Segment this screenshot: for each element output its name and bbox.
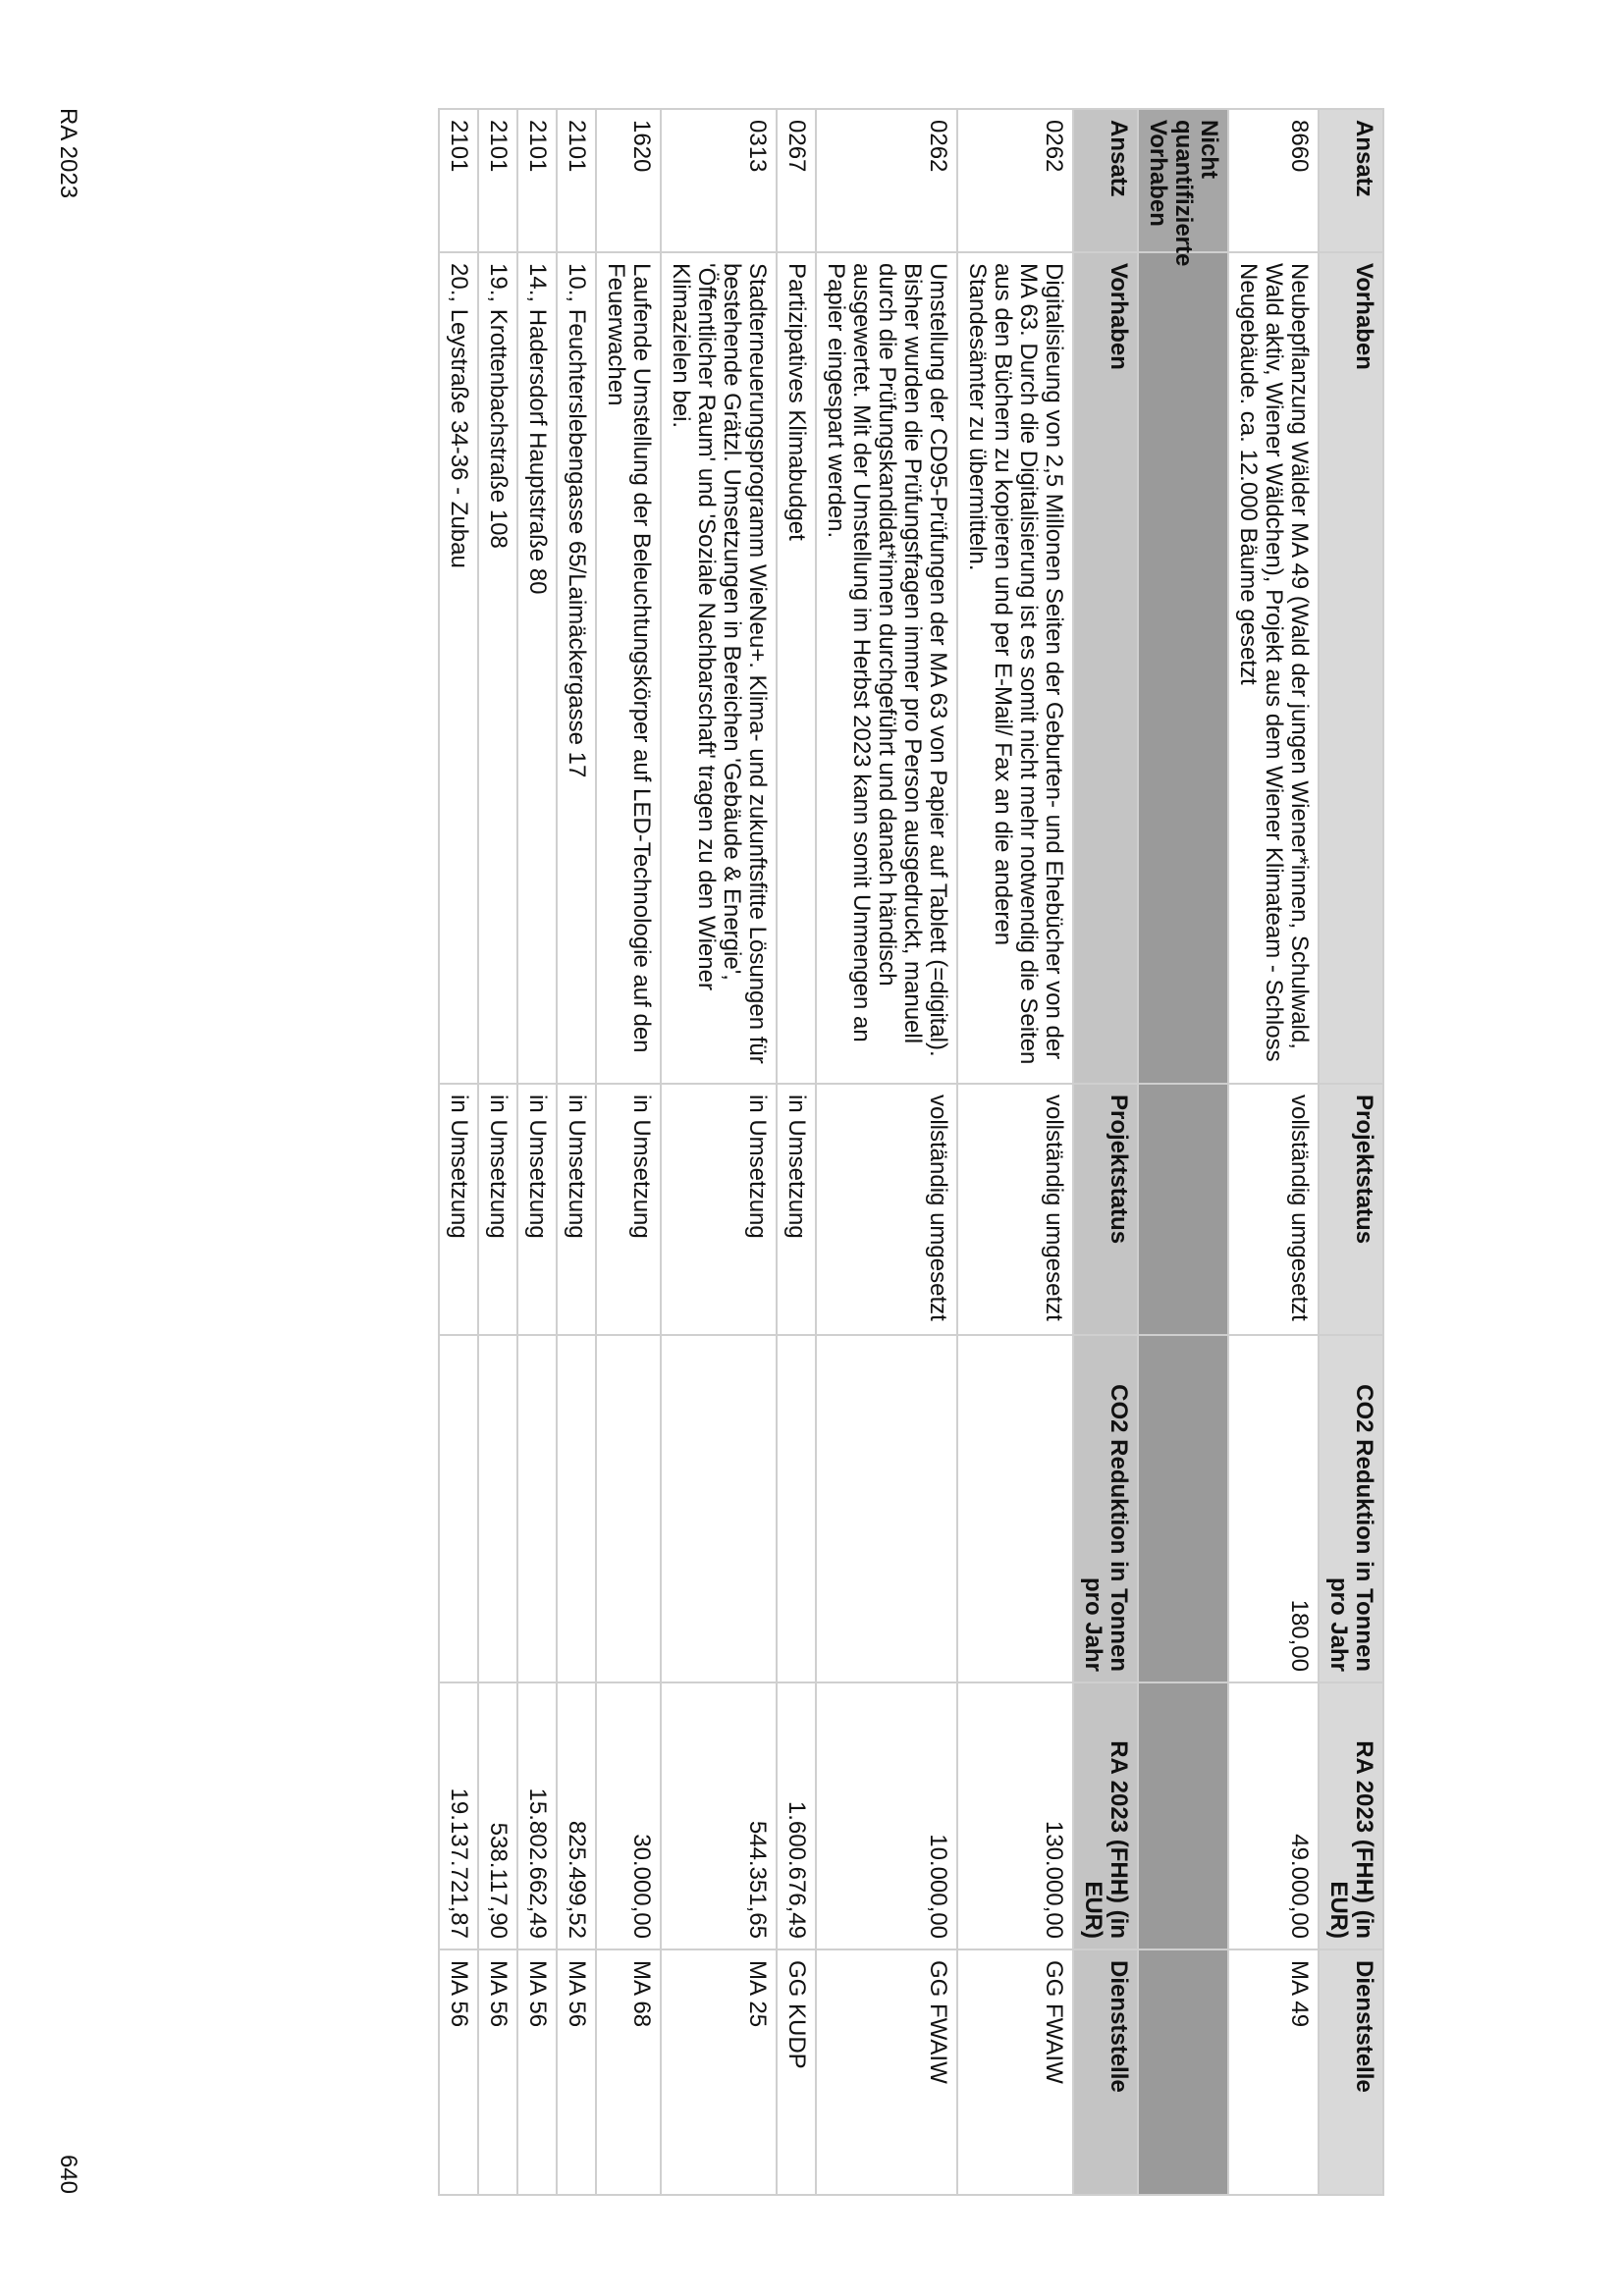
cell-ra: 10.000,00 xyxy=(816,1682,957,1949)
cell-projektstatus: in Umsetzung xyxy=(478,1084,517,1335)
cell-vorhaben: Neubepflanzung Wälder MA 49 (Wald der jungen Wiener*innen, Schulwald, Wald aktiv, Wiener Wäldchen), Projekt aus dem Wiener Klimateam - Schloss Neugebäude. ca. 12.000 Bäume gesetzt xyxy=(1228,252,1319,1084)
cell-projektstatus: vollständig umgesetzt xyxy=(1228,1084,1319,1335)
header-dienststelle: Dienststelle xyxy=(1319,1949,1383,2195)
quantified-rows xyxy=(1228,109,1319,2195)
table-row xyxy=(957,109,1073,2195)
co2-measures-table xyxy=(438,108,1384,2196)
cell-dienststelle: MA 56 xyxy=(557,1949,596,2195)
cell-ansatz: 0262 xyxy=(957,109,1073,252)
cell-projektstatus: in Umsetzung xyxy=(439,1084,478,1335)
cell-co2 xyxy=(478,1335,517,1682)
footer-page-number: 640 xyxy=(55,2154,81,2194)
header-co2: CO2 Reduktion in Tonnen pro Jahr xyxy=(1319,1335,1383,1682)
cell-ra: 15.802.662,49 xyxy=(517,1682,557,1949)
cell-ra: 538.117,90 xyxy=(478,1682,517,1949)
section-filler xyxy=(1138,1949,1228,2195)
table-row xyxy=(661,109,777,2195)
header-ra: RA 2023 (FHH) (in EUR) xyxy=(1073,1682,1138,1949)
cell-co2 xyxy=(661,1335,777,1682)
cell-projektstatus: in Umsetzung xyxy=(517,1084,557,1335)
cell-vorhaben: 19., Krottenbachstraße 108 xyxy=(478,252,517,1084)
cell-co2 xyxy=(957,1335,1073,1682)
cell-ansatz: 2101 xyxy=(439,109,478,252)
section-filler xyxy=(1138,1084,1228,1335)
cell-ansatz: 0262 xyxy=(816,109,957,252)
header-ansatz: Ansatz xyxy=(1319,109,1383,252)
cell-vorhaben: 14., Hadersdorf Hauptstraße 80 xyxy=(517,252,557,1084)
table-row xyxy=(557,109,596,2195)
header-projektstatus: Projektstatus xyxy=(1073,1084,1138,1335)
cell-co2: 180,00 xyxy=(1228,1335,1319,1682)
cell-vorhaben: Digitalisieung von 2,5 Millonen Seiten der Geburten- und Ehebücher von der MA 63. Durch die Digitalisierung ist es somit nicht mehr notwendig die Seiten aus den Büchern zu kopieren und per E-Mail/ Fax an die anderen Standesämter zu übermitteln. xyxy=(957,252,1073,1084)
table-row xyxy=(816,109,957,2195)
cell-ansatz: 8660 xyxy=(1228,109,1319,252)
cell-dienststelle: GG KUDP xyxy=(777,1949,816,2195)
cell-dienststelle: MA 25 xyxy=(661,1949,777,2195)
cell-ra: 130.000,00 xyxy=(957,1682,1073,1949)
section-block xyxy=(1073,109,1228,2195)
header-co2: CO2 Reduktion in Tonnen pro Jahr xyxy=(1073,1335,1138,1682)
cell-ra: 49.000,00 xyxy=(1228,1682,1319,1949)
cell-vorhaben: Umstellung der CD95-Prüfungen der MA 63 von Papier auf Tablett (=digital). Bisher wurden die Prüfungsfragen immer pro Person ausgedruckt, manuell durch die Prüfungskandidat*innen durchgeführt und danach händisch ausgewertet. Mit der Umstellung im Herbst 2023 kann somit Unmengen an Papier eingespart werden. xyxy=(816,252,957,1084)
cell-ansatz: 1620 xyxy=(596,109,661,252)
cell-projektstatus: vollständig umgesetzt xyxy=(816,1084,957,1335)
table-row xyxy=(777,109,816,2195)
cell-vorhaben: Stadterneuerungsprogramm WieNeu+. Klima- und zukunftsfitte Lösungen für bestehende Grätzl. Umsetzungen in Bereichen 'Gebäude & Energie', 'Öffentlicher Raum' und 'Soziale Nachbarschaft' tragen zu den Wiener Klimazielen bei. xyxy=(661,252,777,1084)
header-ansatz: Ansatz xyxy=(1073,109,1138,252)
cell-projektstatus: in Umsetzung xyxy=(557,1084,596,1335)
cell-co2 xyxy=(596,1335,661,1682)
cell-co2 xyxy=(517,1335,557,1682)
cell-co2 xyxy=(439,1335,478,1682)
cell-dienststelle: MA 68 xyxy=(596,1949,661,2195)
cell-dienststelle: GG FWAIW xyxy=(816,1949,957,2195)
cell-ra: 19.137.721,87 xyxy=(439,1682,478,1949)
cell-ra: 544.351,65 xyxy=(661,1682,777,1949)
table-row xyxy=(596,109,661,2195)
cell-projektstatus: vollständig umgesetzt xyxy=(957,1084,1073,1335)
cell-vorhaben: 20., Leystraße 34-36 - Zubau xyxy=(439,252,478,1084)
cell-ansatz: 2101 xyxy=(557,109,596,252)
header-dienststelle: Dienststelle xyxy=(1073,1949,1138,2195)
cell-projektstatus: in Umsetzung xyxy=(661,1084,777,1335)
cell-ra: 825.499,52 xyxy=(557,1682,596,1949)
cell-co2 xyxy=(557,1335,596,1682)
cell-dienststelle: MA 49 xyxy=(1228,1949,1319,2195)
table-row xyxy=(1228,109,1319,2195)
header-vorhaben: Vorhaben xyxy=(1073,252,1138,1084)
table-row xyxy=(478,109,517,2195)
cell-co2 xyxy=(777,1335,816,1682)
section-filler xyxy=(1138,252,1228,1084)
section-label: Nicht quantifizierte Vorhaben xyxy=(1138,109,1228,252)
cell-dienststelle: GG FWAIW xyxy=(957,1949,1073,2195)
cell-ansatz: 0267 xyxy=(777,109,816,252)
cell-vorhaben: Partizipatives Klimabudget xyxy=(777,252,816,1084)
section-filler xyxy=(1138,1335,1228,1682)
cell-projektstatus: in Umsetzung xyxy=(777,1084,816,1335)
cell-ra: 1.600.676,49 xyxy=(777,1682,816,1949)
table-header-row xyxy=(1319,109,1383,2195)
cell-vorhaben: 10., Feuchterslebengasse 65/Laimäckergasse 17 xyxy=(557,252,596,1084)
section-filler xyxy=(1138,1682,1228,1949)
non-quantified-rows xyxy=(439,109,1073,2195)
cell-vorhaben: Laufende Umstellung der Beleuchtungskörper auf LED-Technologie auf den Feuerwachen xyxy=(596,252,661,1084)
header-vorhaben: Vorhaben xyxy=(1319,252,1383,1084)
cell-projektstatus: in Umsetzung xyxy=(596,1084,661,1335)
table-row xyxy=(439,109,478,2195)
cell-ansatz: 2101 xyxy=(478,109,517,252)
cell-dienststelle: MA 56 xyxy=(517,1949,557,2195)
header-projektstatus: Projektstatus xyxy=(1319,1084,1383,1335)
footer-report-label: RA 2023 xyxy=(55,108,81,199)
cell-dienststelle: MA 56 xyxy=(478,1949,517,2195)
cell-ansatz: 2101 xyxy=(517,109,557,252)
table-row xyxy=(517,109,557,2195)
cell-dienststelle: MA 56 xyxy=(439,1949,478,2195)
cell-ansatz: 0313 xyxy=(661,109,777,252)
section-row xyxy=(1138,109,1228,2195)
cell-ra: 30.000,00 xyxy=(596,1682,661,1949)
header-ra: RA 2023 (FHH) (in EUR) xyxy=(1319,1682,1383,1949)
cell-co2 xyxy=(816,1335,957,1682)
section-header-row xyxy=(1073,109,1138,2195)
